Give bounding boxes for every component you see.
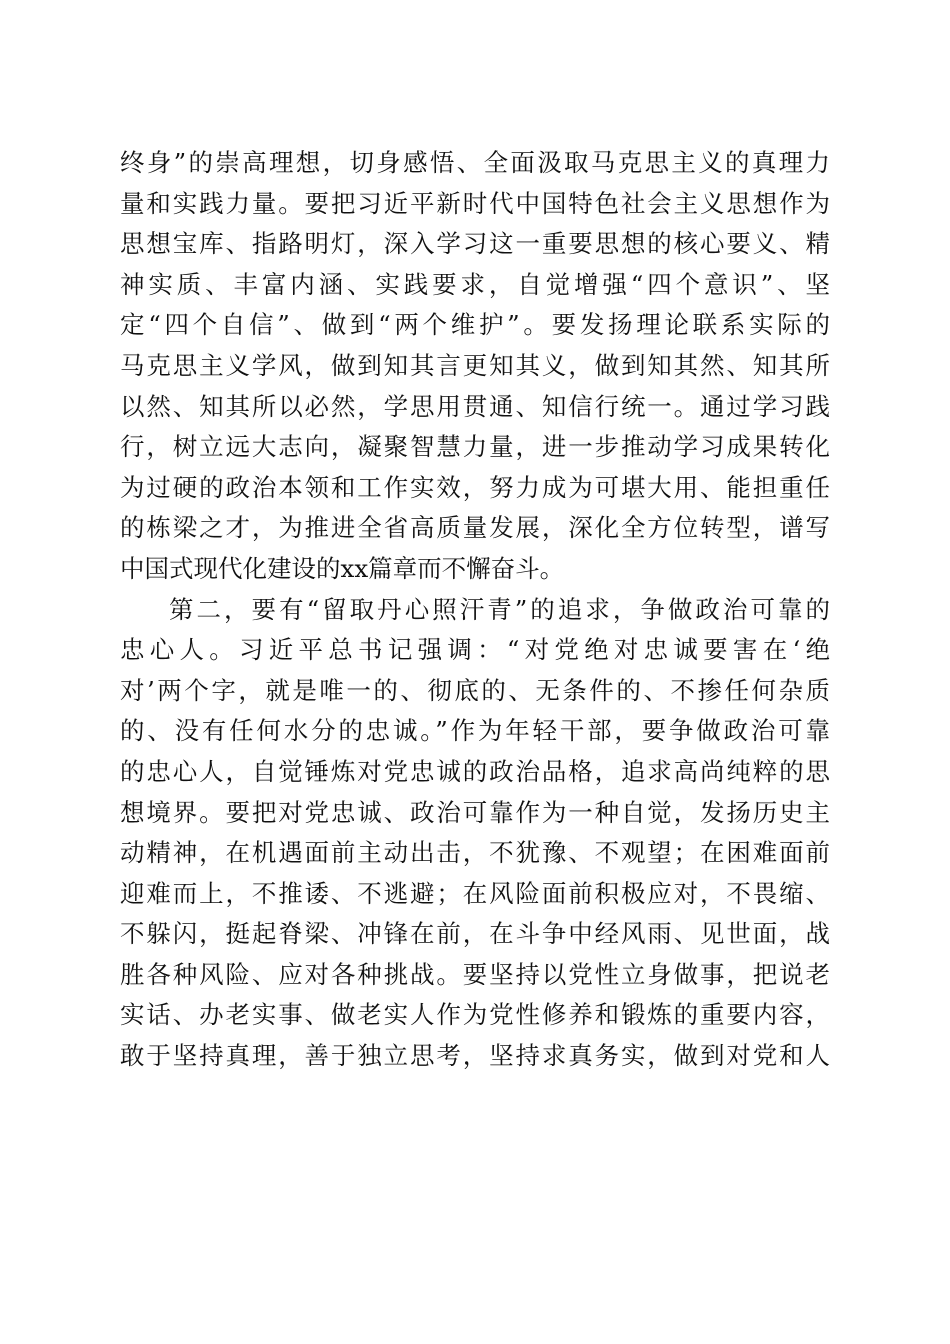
text-line: 终身”的崇高理想，切身感悟、全面汲取马克思主义的真理力 <box>120 148 830 177</box>
document-body <box>120 143 830 1077</box>
text-line: 行，树立远大志向，凝聚智慧力量，进一步推动学习成果转化 <box>120 432 830 462</box>
text-line: 以然、知其所以必然，学思用贯通、知信行统一。通过学习践 <box>120 391 830 421</box>
text-line: 的、没有任何水分的忠诚。”作为年轻干部，要争做政治可靠 <box>120 716 830 746</box>
text-line: 胜各种风险、应对各种挑战。要坚持以党性立身做事，把说老 <box>120 959 830 989</box>
text-line: 不躲闪，挺起脊梁、冲锋在前，在斗争中经风雨、见世面，战 <box>120 919 830 949</box>
text-line: 迎难而上，不推诿、不逃避；在风险面前积极应对，不畏缩、 <box>120 878 830 908</box>
text-line: 忠心人。习近平总书记强调：“对党绝对忠诚要害在‘绝 <box>120 635 830 665</box>
text-line: 动精神，在机遇面前主动出击，不犹豫、不观望；在困难面前 <box>120 838 830 868</box>
text-line: 敢于坚持真理，善于独立思考，坚持求真务实，做到对党和人 <box>120 1041 830 1071</box>
paragraph-2 <box>120 590 830 1077</box>
text-line: 为过硬的政治本领和工作实效，努力成为可堪大用、能担重任 <box>120 472 830 502</box>
text-line: 的忠心人，自觉锤炼对党忠诚的政治品格，追求高尚纯粹的思 <box>120 756 830 786</box>
text-line: 定“四个自信”、做到“两个维护”。要发扬理论联系实际的 <box>120 310 830 340</box>
text-line: 对’两个字，就是唯一的、彻底的、无条件的、不掺任何杂质 <box>120 675 830 705</box>
text-line: 思想宝库、指路明灯，深入学习这一重要思想的核心要义、精 <box>120 229 830 259</box>
text-line: 第二，要有“留取丹心照汗青”的追求，争做政治可靠的 <box>169 594 830 624</box>
paragraph-1 <box>120 143 830 590</box>
text-line: 中国式现代化建设的xx篇章而不懈奋斗。 <box>120 553 565 583</box>
text-line: 想境界。要把对党忠诚、政治可靠作为一种自觉，发扬历史主 <box>120 797 830 827</box>
text-line: 量和实践力量。要把习近平新时代中国特色社会主义思想作为 <box>120 188 830 218</box>
text-line: 的栋梁之才，为推进全省高质量发展，深化全方位转型，谱写 <box>120 513 830 543</box>
text-line: 实话、办老实事、做老实人作为党性修养和锻炼的重要内容， <box>120 1000 830 1030</box>
text-line: 马克思主义学风，做到知其言更知其义，做到知其然、知其所 <box>120 350 830 380</box>
text-line: 神实质、丰富内涵、实践要求，自觉增强“四个意识”、坚 <box>120 269 830 299</box>
